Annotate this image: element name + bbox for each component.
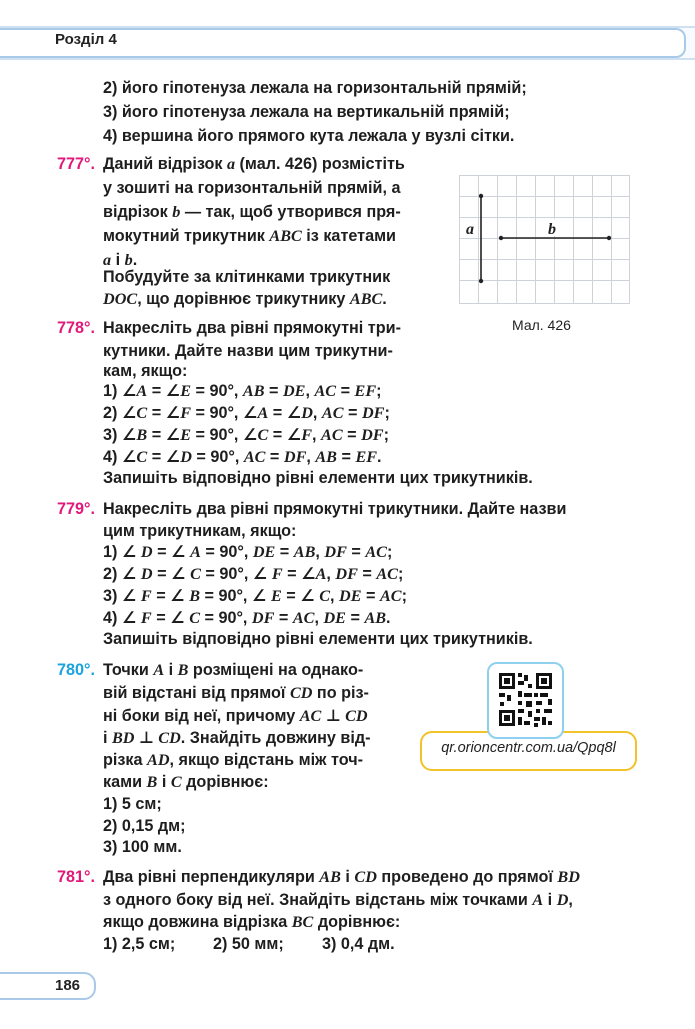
exercise-781-line: з одного боку від неї. Знайдіть відстань між точками A і D,	[103, 891, 573, 909]
exercise-778-line: 3) ∠B = ∠E = 90°, ∠C = ∠F, AC = DF;	[103, 426, 389, 444]
grid-lines	[459, 175, 630, 304]
exercise-number-780: 780°.	[57, 661, 95, 679]
exercise-number-777: 777°.	[57, 155, 95, 173]
prev-item: 2) його гіпотенуза лежала на горизонтальній прямій;	[103, 79, 527, 97]
figure-426	[459, 175, 630, 304]
exercise-778-line: Накресліть два рівні прямокутні три-	[103, 319, 401, 337]
exercise-779-line: 1) ∠ D = ∠ A = 90°, DE = AB, DF = AC;	[103, 543, 393, 561]
exercise-778-line: 2) ∠C = ∠F = 90°, ∠A = ∠D, AC = DF;	[103, 404, 390, 422]
qr-code-icon	[489, 664, 562, 737]
exercise-777-line: відрізок b — так, щоб утворився пря-	[103, 203, 401, 221]
exercise-780-line: ками B і C дорівнює:	[103, 773, 269, 791]
exercise-781-option: 2) 50 мм;	[213, 935, 284, 953]
page-number-tab	[0, 972, 96, 1000]
label-b: b	[548, 221, 556, 238]
exercise-780-line: 2) 0,15 дм;	[103, 817, 186, 835]
exercise-777-line: a і b.	[103, 251, 138, 269]
page-number: 186	[55, 977, 81, 994]
exercise-779-line: 2) ∠ D = ∠ C = 90°, ∠ F = ∠A, DF = AC;	[103, 565, 404, 583]
exercise-779-line: цим трикутникам, якщо:	[103, 522, 297, 540]
exercise-779-line: Запишіть відповідно рівні елементи цих трикутників.	[103, 630, 533, 648]
exercise-777-line: у зошиті на горизонтальній прямій, а	[103, 179, 401, 197]
exercise-781-line: якщо довжина відрізка BC дорівнює:	[103, 913, 401, 931]
label-a: a	[466, 221, 474, 238]
endpoint	[607, 236, 611, 240]
exercise-778-line: 1) ∠A = ∠E = 90°, AB = DE, AC = EF;	[103, 382, 382, 400]
endpoint	[499, 236, 503, 240]
exercise-777-line: Побудуйте за клітинками трикутник	[103, 268, 391, 286]
exercise-777-line: мокутний трикутник ABC із катетами	[103, 227, 397, 245]
exercise-777-line: Даний відрізок a (мал. 426) розмістіть	[103, 155, 405, 173]
prev-item: 4) вершина його прямого кута лежала у вузлі сітки.	[103, 127, 515, 145]
exercise-780-line: і BD ⊥ CD. Знайдіть довжину від-	[103, 729, 371, 747]
exercise-780-line: різка AD, якщо відстань між точ-	[103, 751, 364, 769]
exercise-779-line: Накресліть два рівні прямокутні трикутники. Дайте назви	[103, 500, 567, 518]
exercise-777-line: DOC, що дорівнює трикутнику ABC.	[103, 290, 387, 308]
exercise-780-line: вій відстані від прямої CD по різ-	[103, 684, 369, 702]
exercise-778-line: кутники. Дайте назви цим трикутни-	[103, 342, 393, 360]
exercise-779-line: 3) ∠ F = ∠ B = 90°, ∠ E = ∠ C, DE = AC;	[103, 587, 407, 605]
exercise-780-line: Точки A і B розміщені на однако-	[103, 661, 364, 679]
exercise-number-779: 779°.	[57, 500, 95, 518]
exercise-number-781: 781°.	[57, 868, 95, 886]
exercise-778-line: 4) ∠C = ∠D = 90°, AC = DF, AB = EF.	[103, 448, 382, 466]
exercise-781-line: Два рівні перпендикуляри AB і CD проведено до прямої BD	[103, 868, 580, 886]
exercise-780-line: 1) 5 см;	[103, 795, 162, 813]
exercise-778-line: Запишіть відповідно рівні елементи цих трикутників.	[103, 469, 533, 487]
exercise-number-778: 778°.	[57, 319, 95, 337]
exercise-781-option: 3) 0,4 дм.	[322, 935, 395, 953]
exercise-778-line: кам, якщо:	[103, 362, 188, 380]
endpoint	[479, 194, 483, 198]
exercise-780-line: ні боки від неї, причому AC ⊥ CD	[103, 707, 368, 725]
exercise-781-option: 1) 2,5 см;	[103, 935, 176, 953]
prev-item: 3) його гіпотенуза лежала на вертикальній прямій;	[103, 103, 510, 121]
figure-caption: Мал. 426	[512, 317, 571, 333]
section-title: Розділ 4	[55, 31, 117, 48]
qr-card[interactable]	[487, 662, 564, 739]
qr-url[interactable]: qr.orioncentr.com.ua/Qpq8l	[441, 740, 616, 756]
endpoint	[479, 279, 483, 283]
exercise-779-line: 4) ∠ F = ∠ C = 90°, DF = AC, DE = AB.	[103, 609, 391, 627]
exercise-780-line: 3) 100 мм.	[103, 838, 182, 856]
